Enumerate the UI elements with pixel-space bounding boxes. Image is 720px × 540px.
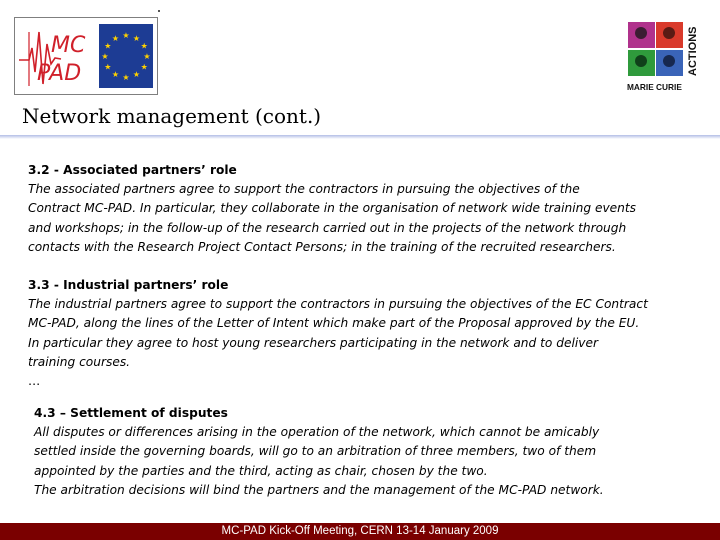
eu-star-icon: ★ bbox=[140, 62, 148, 72]
eu-star-icon: ★ bbox=[122, 31, 130, 40]
section-line: All disputes or differences arising in the operation of the network, which cannot be amicably bbox=[34, 425, 600, 440]
eu-star-icon: ★ bbox=[101, 52, 109, 61]
portrait-face-icon bbox=[663, 27, 675, 39]
eu-star-icon: ★ bbox=[104, 62, 112, 72]
marie-curie-name-text: MARIE CURIE bbox=[627, 82, 682, 92]
section-settlement-of-disputes bbox=[34, 404, 604, 500]
marie-curie-logo-graphic bbox=[626, 20, 700, 96]
section-line: settled inside the governing boards, will go to an arbitration of three members, two of them bbox=[34, 444, 597, 459]
mcpad-logo bbox=[14, 17, 158, 95]
eu-star-icon: ★ bbox=[104, 41, 112, 51]
decorative-dot bbox=[158, 10, 160, 12]
eu-star-icon: ★ bbox=[132, 33, 141, 43]
slide-title: Network management (cont.) bbox=[22, 104, 322, 128]
section-line: contacts with the Research Project Contact Persons; in the training of the recruited researchers. bbox=[28, 239, 616, 254]
eu-star-icon: ★ bbox=[132, 70, 141, 80]
eu-star-icon: ★ bbox=[111, 70, 120, 80]
mcpad-logo-graphic bbox=[15, 18, 157, 94]
section-line: training courses. bbox=[28, 354, 131, 369]
section-line: MC-PAD, along the lines of the Letter of Intent which make part of the Proposal approved by the EU. bbox=[28, 316, 640, 331]
ellipsis: … bbox=[28, 374, 41, 389]
portrait-face-icon bbox=[635, 55, 647, 67]
title-divider bbox=[0, 135, 720, 139]
eu-star-icon: ★ bbox=[140, 41, 148, 51]
section-line: appointed by the parties and the third, acting as chair, chosen by the two. bbox=[34, 463, 488, 478]
eu-star-icon: ★ bbox=[122, 73, 130, 82]
eu-star-icon: ★ bbox=[143, 52, 151, 61]
slide-footer: MC-PAD Kick-Off Meeting, CERN 13-14 January 2009 bbox=[0, 523, 720, 540]
section-industrial-partners bbox=[28, 276, 648, 391]
mcpad-logo-line1: MC bbox=[51, 33, 86, 58]
section-line: and workshops; in the follow-up of the research carried out in the projects of the network through bbox=[28, 220, 627, 235]
section-line: The arbitration decisions will bind the partners and the management of the MC-PAD network. bbox=[34, 482, 604, 497]
section-line: Contract MC-PAD. In particular, they collaborate in the organisation of network wide training events bbox=[28, 201, 637, 216]
section-line: The industrial partners agree to support the contractors in pursuing the objectives of the EC Contract bbox=[28, 297, 648, 312]
portrait-face-icon bbox=[663, 55, 675, 67]
section-heading: 3.2 - Associated partners’ role bbox=[28, 163, 237, 177]
eu-star-icon: ★ bbox=[111, 33, 120, 43]
marie-curie-logo bbox=[626, 20, 700, 96]
section-line: In particular they agree to host young researchers participating in the network and to deliver bbox=[28, 335, 598, 350]
mcpad-logo-line2: PAD bbox=[37, 61, 82, 86]
marie-curie-actions-text: ACTIONS bbox=[687, 26, 699, 76]
section-heading: 3.3 - Industrial partners’ role bbox=[28, 278, 229, 292]
section-line: The associated partners agree to support the contractors in pursuing the objectives of the bbox=[28, 182, 580, 197]
portrait-face-icon bbox=[635, 27, 647, 39]
section-heading: 4.3 – Settlement of disputes bbox=[34, 406, 228, 420]
section-associated-partners bbox=[28, 161, 636, 257]
